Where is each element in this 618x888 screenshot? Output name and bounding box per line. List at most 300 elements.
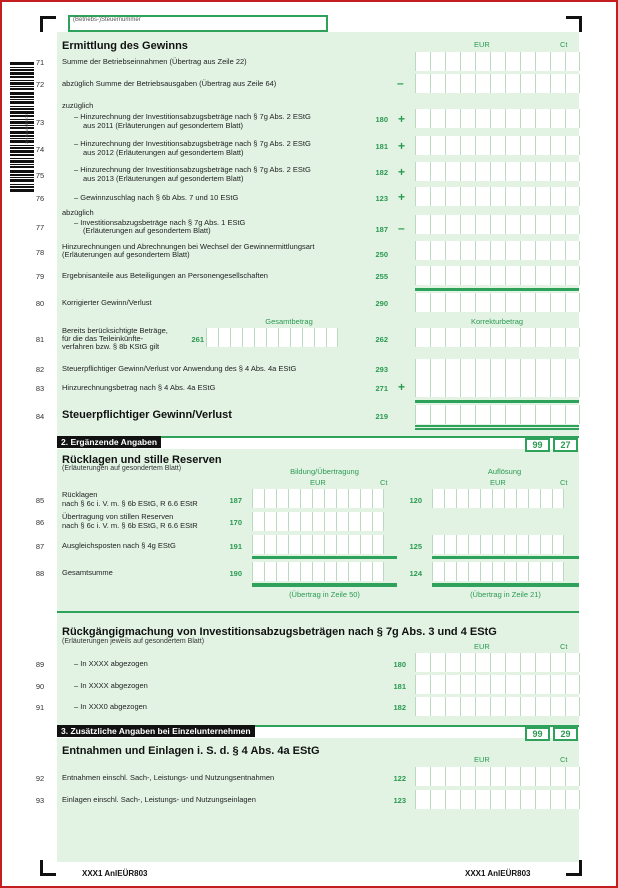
digit-cell[interactable] xyxy=(430,767,445,786)
digit-cell[interactable] xyxy=(288,489,300,508)
digit-cell[interactable] xyxy=(252,512,264,531)
digit-cell[interactable] xyxy=(520,52,535,71)
digit-cell[interactable] xyxy=(550,215,565,234)
digit-cell[interactable] xyxy=(490,136,505,155)
digit-cell[interactable] xyxy=(490,790,505,809)
amount-field-80[interactable] xyxy=(415,293,580,312)
digit-cell[interactable] xyxy=(456,489,468,508)
digit-cell[interactable] xyxy=(475,136,490,155)
digit-cell[interactable] xyxy=(490,109,505,128)
digit-cell[interactable] xyxy=(445,162,460,181)
digit-cell[interactable] xyxy=(415,162,430,181)
digit-cell[interactable] xyxy=(445,266,460,285)
digit-cell[interactable] xyxy=(504,535,516,554)
digit-cell[interactable] xyxy=(490,187,505,206)
digit-cell[interactable] xyxy=(445,697,460,716)
digit-cell[interactable] xyxy=(535,675,550,694)
amount-field-77[interactable] xyxy=(415,215,580,234)
digit-cell[interactable] xyxy=(430,241,445,260)
digit-cell[interactable] xyxy=(535,109,550,128)
digit-cell[interactable] xyxy=(475,790,490,809)
digit-cell[interactable] xyxy=(430,697,445,716)
digit-cell[interactable] xyxy=(516,535,528,554)
digit-cell[interactable] xyxy=(550,405,565,424)
digit-cell[interactable] xyxy=(565,215,580,234)
digit-cell[interactable] xyxy=(550,328,565,347)
digit-cell[interactable] xyxy=(520,328,535,347)
digit-cell[interactable] xyxy=(445,74,460,93)
digit-cell[interactable] xyxy=(312,562,324,581)
digit-cell[interactable] xyxy=(505,109,520,128)
digit-cell[interactable] xyxy=(460,52,475,71)
digit-cell[interactable] xyxy=(252,535,264,554)
digit-cell[interactable] xyxy=(415,52,430,71)
digit-cell[interactable] xyxy=(475,697,490,716)
digit-cell[interactable] xyxy=(535,187,550,206)
digit-cell[interactable] xyxy=(430,405,445,424)
digit-cell[interactable] xyxy=(490,74,505,93)
digit-cell[interactable] xyxy=(540,562,552,581)
digit-cell[interactable] xyxy=(444,489,456,508)
aufloesung-field-88[interactable] xyxy=(432,562,564,581)
digit-cell[interactable] xyxy=(264,562,276,581)
digit-cell[interactable] xyxy=(242,328,254,347)
digit-cell[interactable] xyxy=(475,241,490,260)
digit-cell[interactable] xyxy=(550,767,565,786)
digit-cell[interactable] xyxy=(290,328,302,347)
digit-cell[interactable] xyxy=(505,653,520,672)
digit-cell[interactable] xyxy=(460,293,475,312)
digit-cell[interactable] xyxy=(348,512,360,531)
digit-cell[interactable] xyxy=(480,562,492,581)
digit-cell[interactable] xyxy=(445,215,460,234)
digit-cell[interactable] xyxy=(505,378,520,397)
digit-cell[interactable] xyxy=(460,378,475,397)
digit-cell[interactable] xyxy=(490,241,505,260)
digit-cell[interactable] xyxy=(490,675,505,694)
digit-cell[interactable] xyxy=(445,653,460,672)
digit-cell[interactable] xyxy=(312,535,324,554)
digit-cell[interactable] xyxy=(336,489,348,508)
digit-cell[interactable] xyxy=(490,653,505,672)
digit-cell[interactable] xyxy=(552,535,564,554)
digit-cell[interactable] xyxy=(445,405,460,424)
digit-cell[interactable] xyxy=(565,697,580,716)
digit-cell[interactable] xyxy=(535,241,550,260)
digit-cell[interactable] xyxy=(516,562,528,581)
digit-cell[interactable] xyxy=(445,136,460,155)
digit-cell[interactable] xyxy=(415,790,430,809)
digit-cell[interactable] xyxy=(520,790,535,809)
digit-cell[interactable] xyxy=(535,136,550,155)
amount-field-72[interactable] xyxy=(415,74,580,93)
digit-cell[interactable] xyxy=(520,187,535,206)
bildung-field-86[interactable] xyxy=(252,512,384,531)
digit-cell[interactable] xyxy=(492,535,504,554)
digit-cell[interactable] xyxy=(475,74,490,93)
digit-cell[interactable] xyxy=(218,328,230,347)
digit-cell[interactable] xyxy=(475,109,490,128)
digit-cell[interactable] xyxy=(550,675,565,694)
digit-cell[interactable] xyxy=(550,74,565,93)
digit-cell[interactable] xyxy=(535,359,550,378)
digit-cell[interactable] xyxy=(505,293,520,312)
digit-cell[interactable] xyxy=(550,293,565,312)
digit-cell[interactable] xyxy=(520,109,535,128)
aufloesung-field-87[interactable] xyxy=(432,535,564,554)
digit-cell[interactable] xyxy=(528,489,540,508)
digit-cell[interactable] xyxy=(430,52,445,71)
digit-cell[interactable] xyxy=(520,359,535,378)
digit-cell[interactable] xyxy=(430,187,445,206)
digit-cell[interactable] xyxy=(326,328,338,347)
digit-cell[interactable] xyxy=(535,293,550,312)
aufloesung-field-85[interactable] xyxy=(432,489,564,508)
amount-field-76[interactable] xyxy=(415,187,580,206)
digit-cell[interactable] xyxy=(475,162,490,181)
digit-cell[interactable] xyxy=(430,136,445,155)
amount-field-93[interactable] xyxy=(415,790,580,809)
digit-cell[interactable] xyxy=(415,767,430,786)
digit-cell[interactable] xyxy=(505,767,520,786)
digit-cell[interactable] xyxy=(445,52,460,71)
digit-cell[interactable] xyxy=(445,109,460,128)
digit-cell[interactable] xyxy=(444,562,456,581)
digit-cell[interactable] xyxy=(324,562,336,581)
digit-cell[interactable] xyxy=(312,489,324,508)
digit-cell[interactable] xyxy=(276,535,288,554)
digit-cell[interactable] xyxy=(565,675,580,694)
digit-cell[interactable] xyxy=(460,790,475,809)
digit-cell[interactable] xyxy=(324,535,336,554)
digit-cell[interactable] xyxy=(550,187,565,206)
digit-cell[interactable] xyxy=(535,378,550,397)
digit-cell[interactable] xyxy=(490,767,505,786)
digit-cell[interactable] xyxy=(505,241,520,260)
digit-cell[interactable] xyxy=(565,52,580,71)
digit-cell[interactable] xyxy=(505,136,520,155)
digit-cell[interactable] xyxy=(550,790,565,809)
amount-field-84[interactable] xyxy=(415,405,580,424)
digit-cell[interactable] xyxy=(490,378,505,397)
digit-cell[interactable] xyxy=(475,359,490,378)
tax-number-field[interactable] xyxy=(68,15,328,32)
digit-cell[interactable] xyxy=(300,512,312,531)
digit-cell[interactable] xyxy=(336,512,348,531)
digit-cell[interactable] xyxy=(504,562,516,581)
digit-cell[interactable] xyxy=(460,215,475,234)
digit-cell[interactable] xyxy=(550,266,565,285)
digit-cell[interactable] xyxy=(430,790,445,809)
digit-cell[interactable] xyxy=(505,405,520,424)
digit-cell[interactable] xyxy=(456,562,468,581)
amount-field-89[interactable] xyxy=(415,653,580,672)
digit-cell[interactable] xyxy=(505,790,520,809)
digit-cell[interactable] xyxy=(430,74,445,93)
digit-cell[interactable] xyxy=(445,187,460,206)
digit-cell[interactable] xyxy=(565,405,580,424)
digit-cell[interactable] xyxy=(288,512,300,531)
digit-cell[interactable] xyxy=(475,215,490,234)
digit-cell[interactable] xyxy=(505,697,520,716)
digit-cell[interactable] xyxy=(520,241,535,260)
digit-cell[interactable] xyxy=(460,405,475,424)
digit-cell[interactable] xyxy=(490,215,505,234)
digit-cell[interactable] xyxy=(550,359,565,378)
amount-field-90[interactable] xyxy=(415,675,580,694)
digit-cell[interactable] xyxy=(475,187,490,206)
digit-cell[interactable] xyxy=(475,328,490,347)
digit-cell[interactable] xyxy=(324,512,336,531)
digit-cell[interactable] xyxy=(276,562,288,581)
digit-cell[interactable] xyxy=(468,562,480,581)
digit-cell[interactable] xyxy=(535,215,550,234)
digit-cell[interactable] xyxy=(505,359,520,378)
digit-cell[interactable] xyxy=(360,562,372,581)
digit-cell[interactable] xyxy=(535,653,550,672)
digit-cell[interactable] xyxy=(252,562,264,581)
digit-cell[interactable] xyxy=(550,136,565,155)
digit-cell[interactable] xyxy=(360,535,372,554)
digit-cell[interactable] xyxy=(505,215,520,234)
digit-cell[interactable] xyxy=(565,293,580,312)
digit-cell[interactable] xyxy=(460,109,475,128)
digit-cell[interactable] xyxy=(528,535,540,554)
digit-cell[interactable] xyxy=(460,697,475,716)
amount-field-78[interactable] xyxy=(415,241,580,260)
digit-cell[interactable] xyxy=(490,293,505,312)
digit-cell[interactable] xyxy=(336,562,348,581)
digit-cell[interactable] xyxy=(565,162,580,181)
digit-cell[interactable] xyxy=(460,767,475,786)
amount-field-75[interactable] xyxy=(415,162,580,181)
digit-cell[interactable] xyxy=(300,562,312,581)
digit-cell[interactable] xyxy=(430,109,445,128)
digit-cell[interactable] xyxy=(528,562,540,581)
digit-cell[interactable] xyxy=(468,535,480,554)
digit-cell[interactable] xyxy=(565,266,580,285)
digit-cell[interactable] xyxy=(276,489,288,508)
digit-cell[interactable] xyxy=(348,535,360,554)
digit-cell[interactable] xyxy=(520,215,535,234)
bildung-field-88[interactable] xyxy=(252,562,384,581)
digit-cell[interactable] xyxy=(460,266,475,285)
digit-cell[interactable] xyxy=(445,767,460,786)
digit-cell[interactable] xyxy=(445,328,460,347)
digit-cell[interactable] xyxy=(264,512,276,531)
digit-cell[interactable] xyxy=(430,653,445,672)
digit-cell[interactable] xyxy=(475,405,490,424)
digit-cell[interactable] xyxy=(445,293,460,312)
digit-cell[interactable] xyxy=(230,328,242,347)
digit-cell[interactable] xyxy=(415,293,430,312)
digit-cell[interactable] xyxy=(415,215,430,234)
digit-cell[interactable] xyxy=(300,535,312,554)
digit-cell[interactable] xyxy=(505,266,520,285)
digit-cell[interactable] xyxy=(372,489,384,508)
digit-cell[interactable] xyxy=(415,136,430,155)
digit-cell[interactable] xyxy=(520,405,535,424)
digit-cell[interactable] xyxy=(552,562,564,581)
digit-cell[interactable] xyxy=(520,767,535,786)
digit-cell[interactable] xyxy=(565,378,580,397)
digit-cell[interactable] xyxy=(445,359,460,378)
digit-cell[interactable] xyxy=(288,535,300,554)
digit-cell[interactable] xyxy=(372,512,384,531)
digit-cell[interactable] xyxy=(415,109,430,128)
digit-cell[interactable] xyxy=(430,266,445,285)
digit-cell[interactable] xyxy=(460,328,475,347)
gesamtbetrag-field-81[interactable] xyxy=(206,328,338,347)
digit-cell[interactable] xyxy=(565,328,580,347)
digit-cell[interactable] xyxy=(505,74,520,93)
digit-cell[interactable] xyxy=(430,378,445,397)
digit-cell[interactable] xyxy=(360,512,372,531)
digit-cell[interactable] xyxy=(565,359,580,378)
digit-cell[interactable] xyxy=(276,512,288,531)
digit-cell[interactable] xyxy=(460,675,475,694)
digit-cell[interactable] xyxy=(550,109,565,128)
digit-cell[interactable] xyxy=(456,535,468,554)
digit-cell[interactable] xyxy=(490,328,505,347)
amount-field-79[interactable] xyxy=(415,266,580,285)
digit-cell[interactable] xyxy=(480,535,492,554)
digit-cell[interactable] xyxy=(206,328,218,347)
digit-cell[interactable] xyxy=(372,535,384,554)
digit-cell[interactable] xyxy=(475,675,490,694)
digit-cell[interactable] xyxy=(505,675,520,694)
digit-cell[interactable] xyxy=(430,215,445,234)
digit-cell[interactable] xyxy=(490,52,505,71)
digit-cell[interactable] xyxy=(535,790,550,809)
digit-cell[interactable] xyxy=(505,328,520,347)
digit-cell[interactable] xyxy=(520,162,535,181)
digit-cell[interactable] xyxy=(444,535,456,554)
digit-cell[interactable] xyxy=(480,489,492,508)
digit-cell[interactable] xyxy=(430,293,445,312)
digit-cell[interactable] xyxy=(490,162,505,181)
digit-cell[interactable] xyxy=(552,489,564,508)
digit-cell[interactable] xyxy=(565,241,580,260)
digit-cell[interactable] xyxy=(535,74,550,93)
digit-cell[interactable] xyxy=(264,489,276,508)
digit-cell[interactable] xyxy=(520,697,535,716)
digit-cell[interactable] xyxy=(475,767,490,786)
digit-cell[interactable] xyxy=(565,136,580,155)
digit-cell[interactable] xyxy=(565,767,580,786)
digit-cell[interactable] xyxy=(535,405,550,424)
digit-cell[interactable] xyxy=(460,136,475,155)
digit-cell[interactable] xyxy=(550,653,565,672)
digit-cell[interactable] xyxy=(460,74,475,93)
digit-cell[interactable] xyxy=(312,512,324,531)
amount-field-81[interactable] xyxy=(415,328,580,347)
digit-cell[interactable] xyxy=(550,162,565,181)
digit-cell[interactable] xyxy=(415,241,430,260)
digit-cell[interactable] xyxy=(415,187,430,206)
bildung-field-87[interactable] xyxy=(252,535,384,554)
digit-cell[interactable] xyxy=(430,675,445,694)
digit-cell[interactable] xyxy=(520,293,535,312)
amount-field-92[interactable] xyxy=(415,767,580,786)
digit-cell[interactable] xyxy=(540,489,552,508)
digit-cell[interactable] xyxy=(300,489,312,508)
digit-cell[interactable] xyxy=(430,162,445,181)
digit-cell[interactable] xyxy=(254,328,266,347)
digit-cell[interactable] xyxy=(302,328,314,347)
digit-cell[interactable] xyxy=(490,697,505,716)
digit-cell[interactable] xyxy=(415,359,430,378)
digit-cell[interactable] xyxy=(505,187,520,206)
digit-cell[interactable] xyxy=(415,405,430,424)
digit-cell[interactable] xyxy=(535,767,550,786)
digit-cell[interactable] xyxy=(504,489,516,508)
digit-cell[interactable] xyxy=(516,489,528,508)
digit-cell[interactable] xyxy=(475,52,490,71)
digit-cell[interactable] xyxy=(565,653,580,672)
digit-cell[interactable] xyxy=(460,653,475,672)
digit-cell[interactable] xyxy=(288,562,300,581)
digit-cell[interactable] xyxy=(314,328,326,347)
digit-cell[interactable] xyxy=(492,489,504,508)
digit-cell[interactable] xyxy=(540,535,552,554)
digit-cell[interactable] xyxy=(490,359,505,378)
digit-cell[interactable] xyxy=(565,109,580,128)
digit-cell[interactable] xyxy=(535,697,550,716)
digit-cell[interactable] xyxy=(415,697,430,716)
digit-cell[interactable] xyxy=(460,359,475,378)
digit-cell[interactable] xyxy=(415,653,430,672)
digit-cell[interactable] xyxy=(520,74,535,93)
amount-field-82[interactable] xyxy=(415,359,580,378)
digit-cell[interactable] xyxy=(535,266,550,285)
digit-cell[interactable] xyxy=(360,489,372,508)
digit-cell[interactable] xyxy=(252,489,264,508)
digit-cell[interactable] xyxy=(415,74,430,93)
amount-field-71[interactable] xyxy=(415,52,580,71)
digit-cell[interactable] xyxy=(520,653,535,672)
digit-cell[interactable] xyxy=(535,52,550,71)
amount-field-74[interactable] xyxy=(415,136,580,155)
digit-cell[interactable] xyxy=(475,378,490,397)
digit-cell[interactable] xyxy=(565,790,580,809)
digit-cell[interactable] xyxy=(445,378,460,397)
digit-cell[interactable] xyxy=(460,162,475,181)
digit-cell[interactable] xyxy=(520,266,535,285)
digit-cell[interactable] xyxy=(460,187,475,206)
digit-cell[interactable] xyxy=(432,489,444,508)
digit-cell[interactable] xyxy=(432,562,444,581)
digit-cell[interactable] xyxy=(565,74,580,93)
digit-cell[interactable] xyxy=(445,675,460,694)
amount-field-91[interactable] xyxy=(415,697,580,716)
digit-cell[interactable] xyxy=(445,241,460,260)
digit-cell[interactable] xyxy=(415,328,430,347)
digit-cell[interactable] xyxy=(535,328,550,347)
digit-cell[interactable] xyxy=(520,378,535,397)
digit-cell[interactable] xyxy=(460,241,475,260)
bildung-field-85[interactable] xyxy=(252,489,384,508)
digit-cell[interactable] xyxy=(550,697,565,716)
digit-cell[interactable] xyxy=(372,562,384,581)
digit-cell[interactable] xyxy=(475,653,490,672)
digit-cell[interactable] xyxy=(278,328,290,347)
digit-cell[interactable] xyxy=(432,535,444,554)
digit-cell[interactable] xyxy=(415,378,430,397)
digit-cell[interactable] xyxy=(415,675,430,694)
digit-cell[interactable] xyxy=(468,489,480,508)
digit-cell[interactable] xyxy=(550,378,565,397)
